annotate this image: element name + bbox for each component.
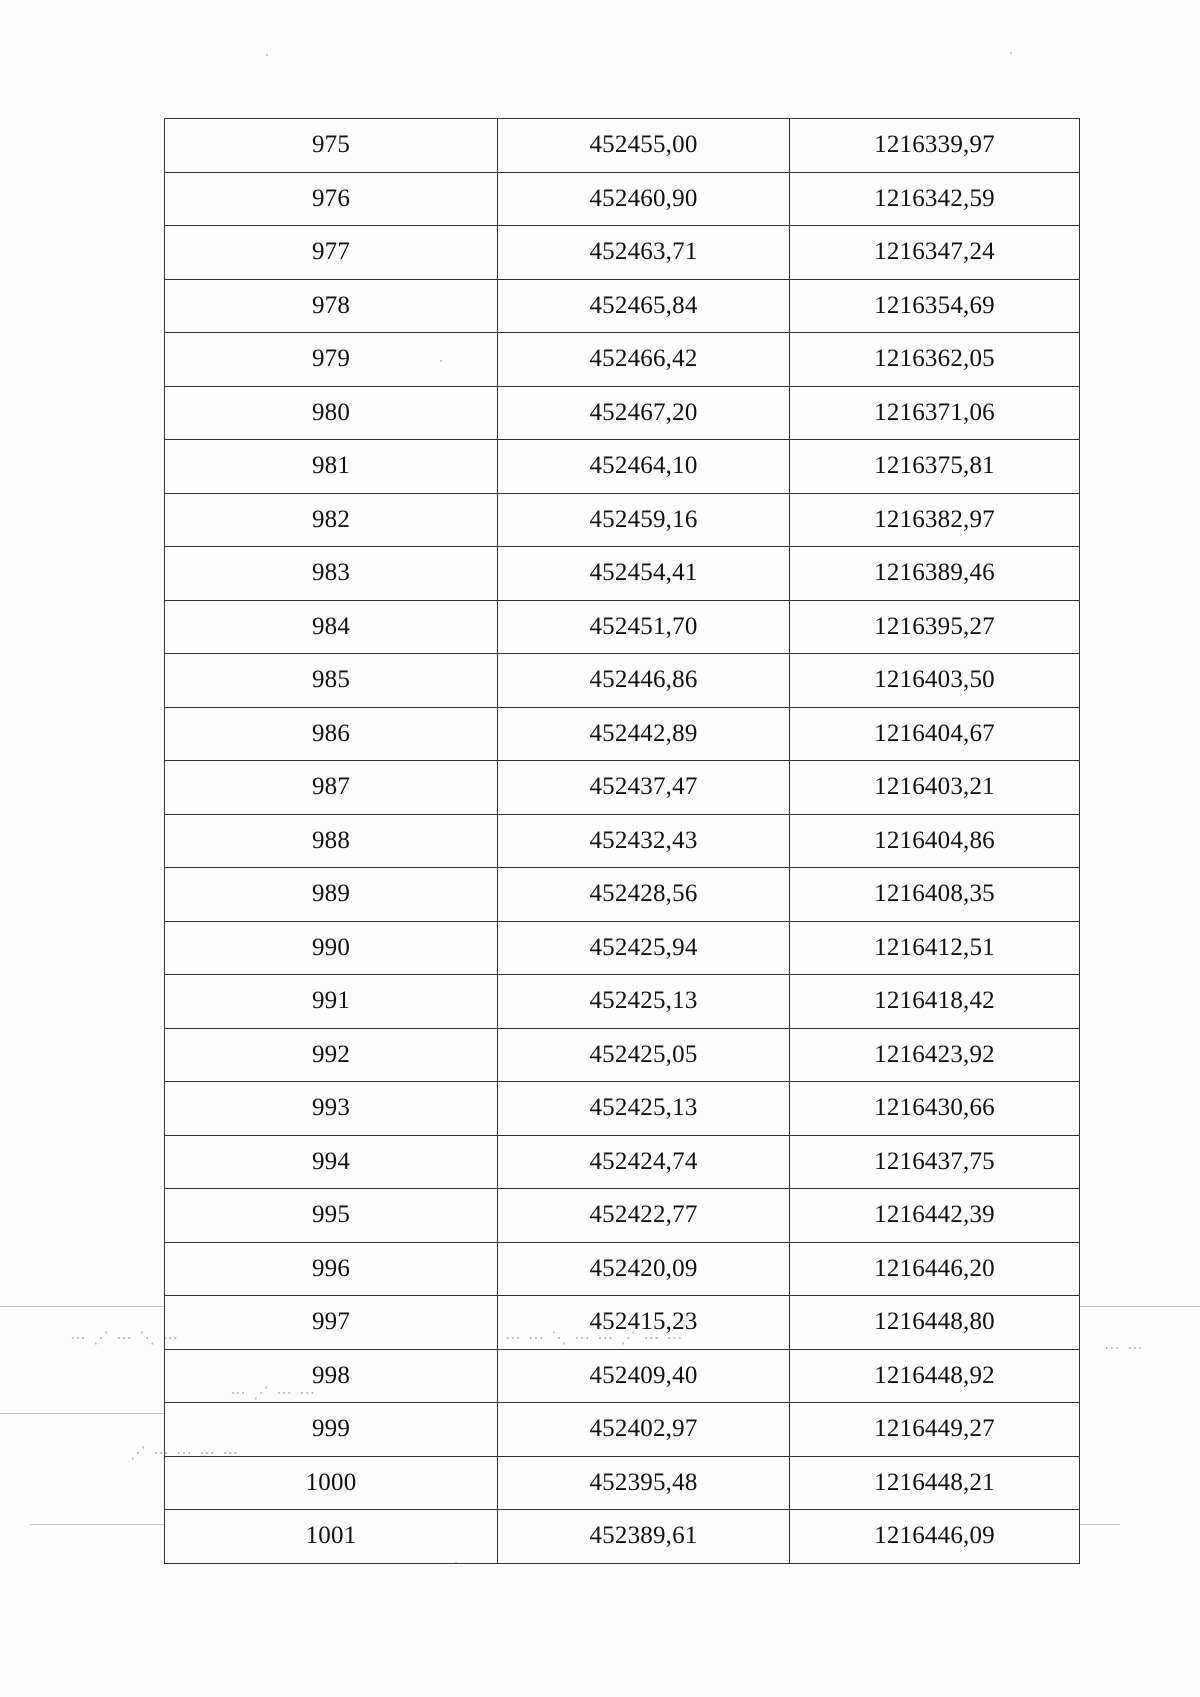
y-coordinate-cell: 1216446,09 [790, 1510, 1080, 1564]
scan-speck [266, 54, 268, 56]
coordinates-table-body [165, 119, 1080, 1564]
scan-speck [1010, 52, 1012, 54]
bleed-through-text: ⋯ ⋯ ⋱ ⋯ ⋯ ⋰ ⋯ ⋯ [505, 1328, 684, 1347]
table-row [165, 1403, 1080, 1457]
y-coordinate-cell: 1216418,42 [790, 975, 1080, 1029]
point-number-cell: 984 [165, 600, 498, 654]
table-row [165, 868, 1080, 922]
point-number-cell: 981 [165, 440, 498, 494]
table-row [165, 333, 1080, 387]
y-coordinate-cell: 1216423,92 [790, 1028, 1080, 1082]
table-row [165, 1082, 1080, 1136]
x-coordinate-cell: 452467,20 [498, 386, 790, 440]
point-number-cell: 992 [165, 1028, 498, 1082]
x-coordinate-cell: 452409,40 [498, 1349, 790, 1403]
x-coordinate-cell: 452464,10 [498, 440, 790, 494]
x-coordinate-cell: 452459,16 [498, 493, 790, 547]
y-coordinate-cell: 1216448,21 [790, 1456, 1080, 1510]
bleed-through-text: ⋰ ⋯ ⋯ ⋯ ⋯ [130, 1443, 240, 1462]
point-number-cell: 998 [165, 1349, 498, 1403]
point-number-cell: 999 [165, 1403, 498, 1457]
table-row [165, 761, 1080, 815]
table-row [165, 1242, 1080, 1296]
scan-artifact-line [1080, 1524, 1120, 1525]
y-coordinate-cell: 1216403,50 [790, 654, 1080, 708]
x-coordinate-cell: 452442,89 [498, 707, 790, 761]
point-number-cell: 978 [165, 279, 498, 333]
table-row [165, 440, 1080, 494]
table-row [165, 1189, 1080, 1243]
x-coordinate-cell: 452425,94 [498, 921, 790, 975]
x-coordinate-cell: 452395,48 [498, 1456, 790, 1510]
table-row [165, 600, 1080, 654]
x-coordinate-cell: 452425,13 [498, 975, 790, 1029]
table-row [165, 1296, 1080, 1350]
point-number-cell: 976 [165, 172, 498, 226]
table-row [165, 1510, 1080, 1564]
y-coordinate-cell: 1216437,75 [790, 1135, 1080, 1189]
y-coordinate-cell: 1216382,97 [790, 493, 1080, 547]
table-row [165, 119, 1080, 173]
x-coordinate-cell: 452446,86 [498, 654, 790, 708]
point-number-cell: 982 [165, 493, 498, 547]
table-row [165, 975, 1080, 1029]
y-coordinate-cell: 1216404,86 [790, 814, 1080, 868]
x-coordinate-cell: 452415,23 [498, 1296, 790, 1350]
y-coordinate-cell: 1216389,46 [790, 547, 1080, 601]
x-coordinate-cell: 452425,05 [498, 1028, 790, 1082]
point-number-cell: 977 [165, 226, 498, 280]
y-coordinate-cell: 1216375,81 [790, 440, 1080, 494]
y-coordinate-cell: 1216403,21 [790, 761, 1080, 815]
y-coordinate-cell: 1216354,69 [790, 279, 1080, 333]
x-coordinate-cell: 452422,77 [498, 1189, 790, 1243]
point-number-cell: 985 [165, 654, 498, 708]
scan-artifact-line [0, 1306, 165, 1307]
scan-artifact-line [30, 1524, 165, 1525]
coordinates-table [164, 118, 1080, 1564]
point-number-cell: 983 [165, 547, 498, 601]
y-coordinate-cell: 1216448,80 [790, 1296, 1080, 1350]
table-row [165, 1028, 1080, 1082]
x-coordinate-cell: 452465,84 [498, 279, 790, 333]
x-coordinate-cell: 452451,70 [498, 600, 790, 654]
table-row [165, 654, 1080, 708]
x-coordinate-cell: 452454,41 [498, 547, 790, 601]
y-coordinate-cell: 1216412,51 [790, 921, 1080, 975]
x-coordinate-cell: 452424,74 [498, 1135, 790, 1189]
point-number-cell: 991 [165, 975, 498, 1029]
point-number-cell: 993 [165, 1082, 498, 1136]
y-coordinate-cell: 1216342,59 [790, 172, 1080, 226]
y-coordinate-cell: 1216404,67 [790, 707, 1080, 761]
table-row [165, 279, 1080, 333]
y-coordinate-cell: 1216449,27 [790, 1403, 1080, 1457]
point-number-cell: 979 [165, 333, 498, 387]
table-row [165, 921, 1080, 975]
table-row [165, 1349, 1080, 1403]
y-coordinate-cell: 1216395,27 [790, 600, 1080, 654]
point-number-cell: 975 [165, 119, 498, 173]
x-coordinate-cell: 452425,13 [498, 1082, 790, 1136]
table-row [165, 386, 1080, 440]
x-coordinate-cell: 452428,56 [498, 868, 790, 922]
table-row [165, 1456, 1080, 1510]
point-number-cell: 994 [165, 1135, 498, 1189]
point-number-cell: 988 [165, 814, 498, 868]
y-coordinate-cell: 1216448,92 [790, 1349, 1080, 1403]
point-number-cell: 989 [165, 868, 498, 922]
table-row [165, 814, 1080, 868]
y-coordinate-cell: 1216362,05 [790, 333, 1080, 387]
table-row [165, 547, 1080, 601]
scan-artifact-line [0, 1413, 165, 1414]
point-number-cell: 997 [165, 1296, 498, 1350]
point-number-cell: 1000 [165, 1456, 498, 1510]
x-coordinate-cell: 452466,42 [498, 333, 790, 387]
y-coordinate-cell: 1216446,20 [790, 1242, 1080, 1296]
y-coordinate-cell: 1216371,06 [790, 386, 1080, 440]
point-number-cell: 995 [165, 1189, 498, 1243]
y-coordinate-cell: 1216442,39 [790, 1189, 1080, 1243]
point-number-cell: 980 [165, 386, 498, 440]
table-row [165, 493, 1080, 547]
point-number-cell: 996 [165, 1242, 498, 1296]
point-number-cell: 1001 [165, 1510, 498, 1564]
y-coordinate-cell: 1216430,66 [790, 1082, 1080, 1136]
point-number-cell: 990 [165, 921, 498, 975]
bleed-through-text: ⋯ ⋰ ⋯ ⋯ [230, 1383, 317, 1402]
bleed-through-text: ⋯ ⋯ [1104, 1338, 1145, 1357]
y-coordinate-cell: 1216408,35 [790, 868, 1080, 922]
point-number-cell: 986 [165, 707, 498, 761]
x-coordinate-cell: 452402,97 [498, 1403, 790, 1457]
x-coordinate-cell: 452463,71 [498, 226, 790, 280]
y-coordinate-cell: 1216347,24 [790, 226, 1080, 280]
x-coordinate-cell: 452460,90 [498, 172, 790, 226]
x-coordinate-cell: 452389,61 [498, 1510, 790, 1564]
table-row [165, 707, 1080, 761]
scan-artifact-line [1080, 1306, 1200, 1307]
y-coordinate-cell: 1216339,97 [790, 119, 1080, 173]
bleed-through-text: ⋯ ⋰ ⋯ ⋱ ⋯ [70, 1328, 180, 1347]
x-coordinate-cell: 452432,43 [498, 814, 790, 868]
x-coordinate-cell: 452437,47 [498, 761, 790, 815]
point-number-cell: 987 [165, 761, 498, 815]
x-coordinate-cell: 452455,00 [498, 119, 790, 173]
x-coordinate-cell: 452420,09 [498, 1242, 790, 1296]
table-row [165, 1135, 1080, 1189]
table-row [165, 226, 1080, 280]
table-row [165, 172, 1080, 226]
